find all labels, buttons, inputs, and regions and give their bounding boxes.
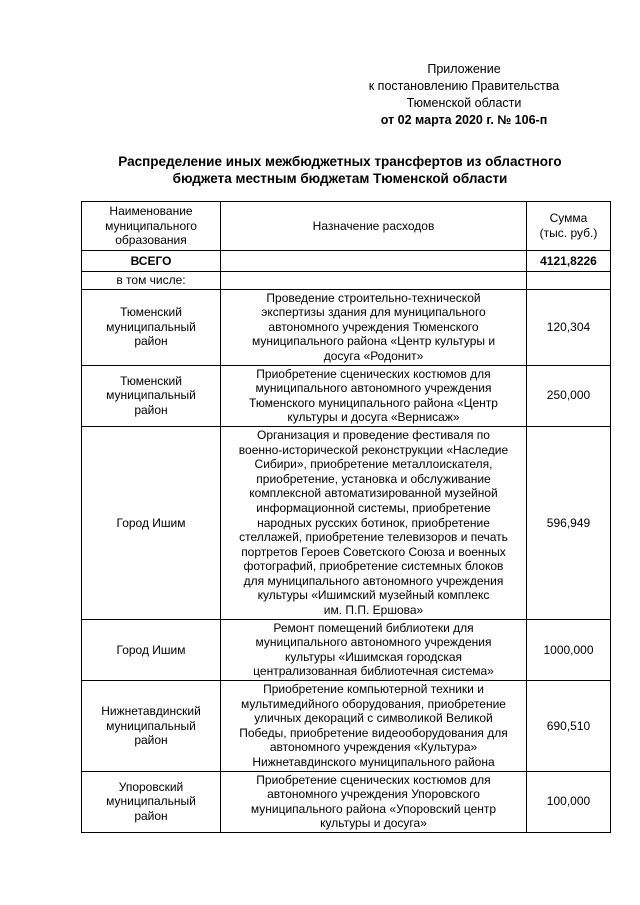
subtitle-empty-purpose — [221, 272, 527, 290]
appendix-block — [334, 61, 594, 129]
table-row — [82, 426, 611, 619]
row-municipality: Город Ишим — [82, 619, 221, 680]
total-row — [82, 251, 611, 272]
row-purpose: Ремонт помещений библиотеки для муниципального автономного учреждения культуры «Ишимская городская централизованная библиотечная система» — [221, 619, 527, 680]
header-amount: Сумма (тыс. руб.) — [527, 202, 611, 251]
appendix-label: Приложение — [427, 62, 501, 76]
transfers-table — [81, 201, 611, 833]
row-purpose: Организация и проведение фестиваля по военно-исторической реконструкции «Наследие Сибири», приобретение металлоискателя, приобретение, установка и обслуживание комплексной автоматизированной музейной информационной системы, приобретение народных русских ботинок, приобретение стеллажей, приобретение телевизоров и печать портретов Героев Советского Союза и военных фотографий, приобретение системных блоков для муниципального автономного учреждения культуры «Ишимский музейный комплекс им. П.П. Ершова» — [221, 426, 527, 619]
row-municipality: Тюменский муниципальный район — [82, 289, 221, 365]
row-municipality: Город Ишим — [82, 426, 221, 619]
total-purpose-empty — [221, 251, 527, 272]
row-municipality: Упоровский муниципальный район — [82, 771, 221, 832]
row-amount: 120,304 — [527, 289, 611, 365]
total-amount: 4121,8226 — [527, 251, 611, 272]
row-purpose: Приобретение сценических костюмов для муниципального автономного учреждения Тюменского муниципального района «Центр культуры и досуга «Вернисаж» — [221, 365, 527, 426]
document-title — [80, 153, 600, 187]
title-line-1: Распределение иных межбюджетных трансфертов из областного — [118, 154, 562, 169]
total-label: ВСЕГО — [82, 251, 221, 272]
row-amount: 100,000 — [527, 771, 611, 832]
row-amount: 1000,000 — [527, 619, 611, 680]
row-purpose: Приобретение компьютерной техники и мультимедийного оборудования, приобретение уличных декораций с символикой Великой Победы, приобретение видеооборудования для автономного учреждения «Культура» Нижнетавдинского муниципального района — [221, 681, 527, 772]
appendix-reference: от 02 марта 2020 г. № 106-п — [380, 113, 548, 127]
subtitle-row — [82, 272, 611, 290]
row-amount: 596,949 — [527, 426, 611, 619]
appendix-resolution: к постановлению Правительства — [368, 79, 560, 93]
row-purpose: Проведение строительно-технической экспертизы здания для муниципального автономного учреждения Тюменского муниципального района «Центр культуры и досуга «Родонит» — [221, 289, 527, 365]
title-line-2: бюджета местным бюджетам Тюменской области — [172, 171, 508, 186]
table-row — [82, 289, 611, 365]
appendix-region: Тюменской области — [406, 96, 522, 110]
row-municipality: Нижнетавдинский муниципальный район — [82, 681, 221, 772]
subtitle-empty-amount — [527, 272, 611, 290]
row-amount: 690,510 — [527, 681, 611, 772]
subtitle-label: в том числе: — [82, 272, 221, 290]
table-row — [82, 681, 611, 772]
table-row — [82, 365, 611, 426]
table-row — [82, 619, 611, 680]
row-amount: 250,000 — [527, 365, 611, 426]
header-municipality: Наименование муниципального образования — [82, 202, 221, 251]
row-municipality: Тюменский муниципальный район — [82, 365, 221, 426]
table-row — [82, 771, 611, 832]
row-purpose: Приобретение сценических костюмов для автономного учреждения Упоровского муниципального района «Упоровский центр культуры и досуга» — [221, 771, 527, 832]
header-purpose: Назначение расходов — [221, 202, 527, 251]
table-header-row — [82, 202, 611, 251]
